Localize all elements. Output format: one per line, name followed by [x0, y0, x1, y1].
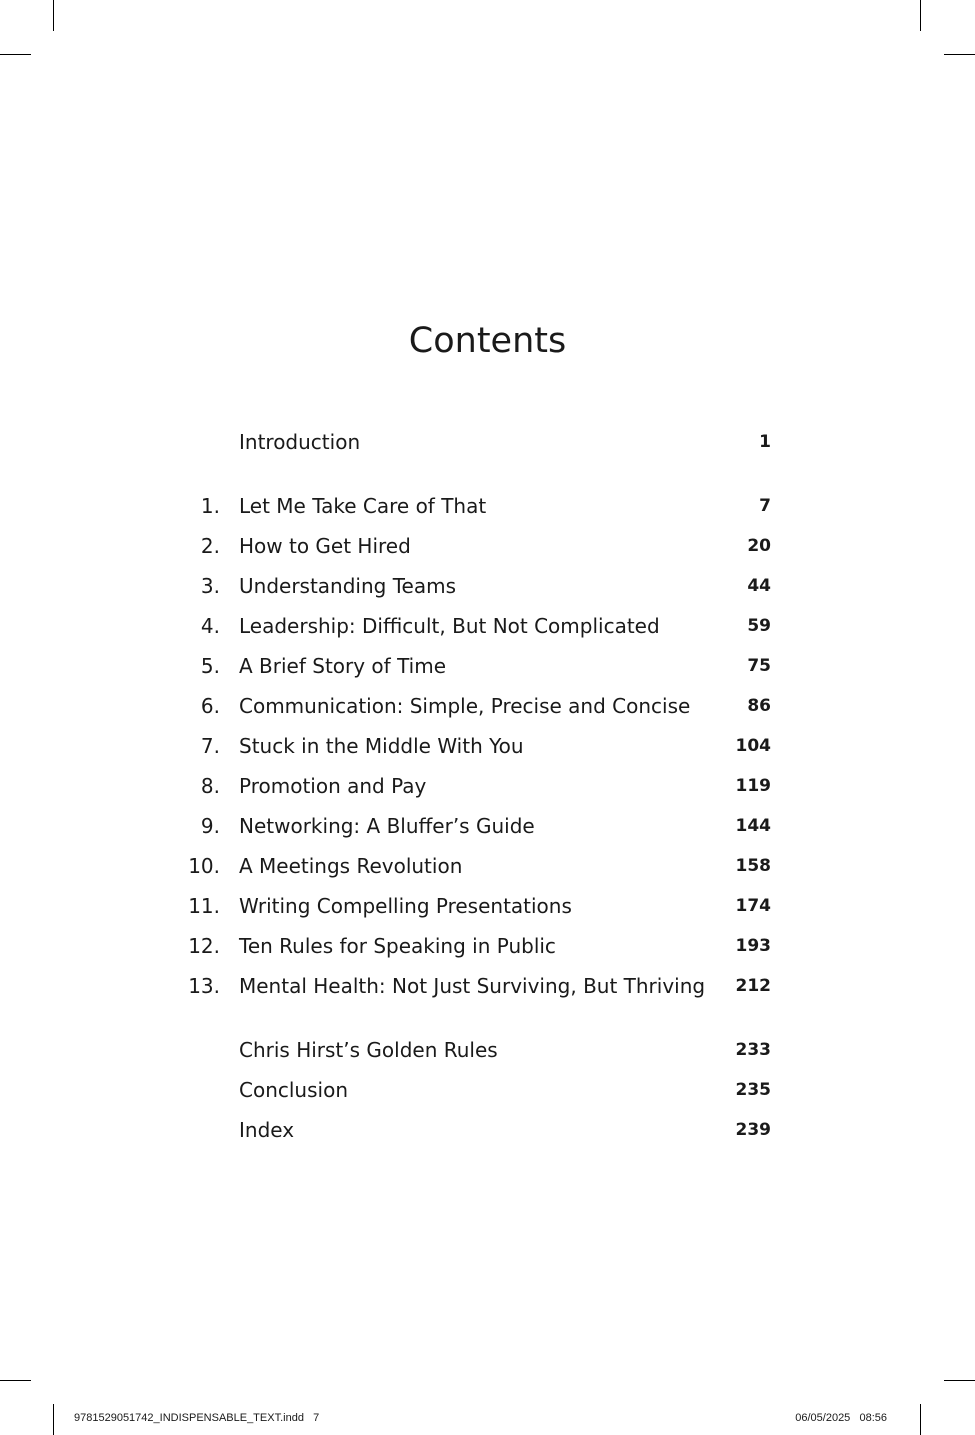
- toc-entry-chapter: [0, 692, 975, 720]
- toc-entry-page: 174: [735, 896, 771, 916]
- toc-entry-page: 144: [735, 816, 771, 836]
- toc-entry-title: Leadership: Difficult, But Not Complicated: [239, 614, 660, 638]
- toc-entry-title: Communication: Simple, Precise and Concise: [239, 694, 691, 718]
- toc-entry-introduction: [0, 428, 975, 456]
- toc-entry-number: 11.: [188, 894, 220, 918]
- crop-mark-bottom-left-horizontal: [0, 1380, 31, 1381]
- toc-entry-chapter: [0, 972, 975, 1000]
- crop-mark-top-left-vertical: [53, 0, 54, 31]
- toc-entry-number: 4.: [200, 614, 220, 638]
- toc-entry-chapter: [0, 892, 975, 920]
- crop-mark-bottom-right-vertical: [920, 1404, 921, 1435]
- toc-entry-chapter: [0, 492, 975, 520]
- toc-entry-title: Stuck in the Middle With You: [239, 734, 524, 758]
- toc-entry-title: Networking: A Bluffer’s Guide: [239, 814, 535, 838]
- toc-entry-number: 13.: [188, 974, 220, 998]
- slug-filename: 9781529051742_INDISPENSABLE_TEXT.indd 7: [74, 1412, 320, 1424]
- toc-entry-number: 1.: [200, 494, 220, 518]
- toc-entry-chapter: [0, 652, 975, 680]
- toc-entry-title: A Meetings Revolution: [239, 854, 463, 878]
- toc-entry-page: 239: [735, 1120, 771, 1140]
- toc-entry-number: 5.: [200, 654, 220, 678]
- toc-entry-page: 119: [735, 776, 771, 796]
- toc-entry-page: 1: [759, 432, 771, 452]
- toc-entry-title: Ten Rules for Speaking in Public: [239, 934, 556, 958]
- toc-entry-title: Introduction: [239, 430, 361, 454]
- toc-entry-page: 86: [747, 696, 771, 716]
- page-title: Contents: [408, 321, 567, 361]
- toc-entry-title: Understanding Teams: [239, 574, 456, 598]
- toc-entry-title: Promotion and Pay: [239, 774, 427, 798]
- toc-entry-number: 12.: [188, 934, 220, 958]
- toc-entry-title: How to Get Hired: [239, 534, 411, 558]
- toc-entry-title: Let Me Take Care of That: [239, 494, 487, 518]
- toc-entry-title: A Brief Story of Time: [239, 654, 447, 678]
- toc-entry-chapter: [0, 612, 975, 640]
- toc-entry-number: 10.: [188, 854, 220, 878]
- toc-entry-conclusion: [0, 1076, 975, 1104]
- toc-entry-title: Chris Hirst’s Golden Rules: [239, 1038, 498, 1062]
- toc-entry-page: 235: [735, 1080, 771, 1100]
- toc-entry-page: 75: [747, 656, 771, 676]
- toc-entry-chapter: [0, 772, 975, 800]
- toc-entry-number: 8.: [200, 774, 220, 798]
- toc-entry-golden-rules: [0, 1036, 975, 1064]
- toc-entry-chapter: [0, 572, 975, 600]
- toc-entry-page: 193: [735, 936, 771, 956]
- toc-entry-number: 7.: [200, 734, 220, 758]
- crop-mark-bottom-right-horizontal: [944, 1380, 975, 1381]
- toc-entry-chapter: [0, 532, 975, 560]
- crop-mark-top-right-vertical: [920, 0, 921, 31]
- toc-entry-title: Conclusion: [239, 1078, 348, 1102]
- crop-mark-bottom-left-vertical: [53, 1404, 54, 1435]
- toc-entry-number: 2.: [200, 534, 220, 558]
- crop-mark-top-left-horizontal: [0, 54, 31, 55]
- toc-entry-number: 9.: [200, 814, 220, 838]
- toc-entry-page: 212: [735, 976, 771, 996]
- toc-entry-title: Mental Health: Not Just Surviving, But Thriving: [239, 974, 706, 998]
- toc-entry-page: 233: [735, 1040, 771, 1060]
- toc-entry-chapter: [0, 852, 975, 880]
- toc-entry-chapter: [0, 732, 975, 760]
- toc-entry-page: 158: [735, 856, 771, 876]
- toc-entry-page: 7: [759, 496, 771, 516]
- toc-entry-number: 6.: [200, 694, 220, 718]
- toc-entry-page: 104: [735, 736, 771, 756]
- toc-entry-title: Writing Compelling Presentations: [239, 894, 572, 918]
- toc-entry-title: Index: [239, 1118, 295, 1142]
- crop-mark-top-right-horizontal: [944, 54, 975, 55]
- toc-entry-page: 44: [747, 576, 771, 596]
- toc-entry-chapter: [0, 932, 975, 960]
- toc-entry-index: [0, 1116, 975, 1144]
- toc-entry-page: 59: [747, 616, 771, 636]
- toc-entry-page: 20: [747, 536, 771, 556]
- slug-datetime: 06/05/2025 08:56: [795, 1412, 887, 1424]
- toc-entry-number: 3.: [200, 574, 220, 598]
- toc-entry-chapter: [0, 812, 975, 840]
